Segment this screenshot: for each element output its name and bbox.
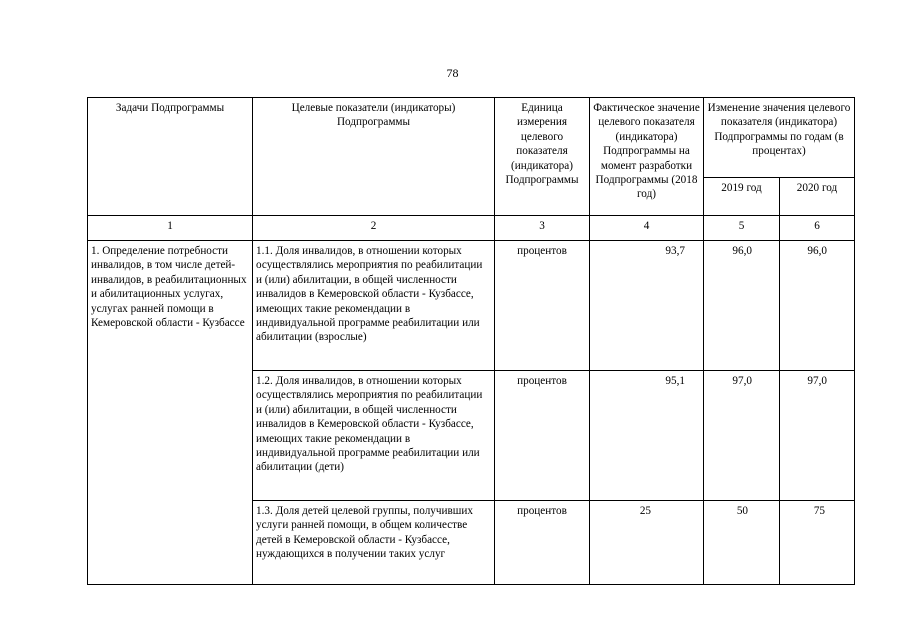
unit-cell: процентов <box>495 371 590 501</box>
value-2019-cell: 50 <box>704 501 780 585</box>
actual-value-cell: 95,1 <box>590 371 704 501</box>
table-row <box>88 241 855 371</box>
value-2020-cell: 97,0 <box>780 371 855 501</box>
task-cell: 1. Определение потребности инвалидов, в том числе детей-инвалидов, в реабилитационных и абилитационных услугах, услугах ранней помощи в Кемеровской области - Кузбассе <box>88 241 253 585</box>
column-number: 2 <box>253 216 495 241</box>
column-number: 6 <box>780 216 855 241</box>
unit-cell: процентов <box>495 501 590 585</box>
header-tasks: Задачи Подпрограммы <box>88 98 253 216</box>
value-2020-cell: 75 <box>780 501 855 585</box>
column-numbers-row <box>88 216 855 241</box>
actual-value-cell: 25 <box>590 501 704 585</box>
unit-cell: процентов <box>495 241 590 371</box>
indicator-cell: 1.3. Доля детей целевой группы, получивших услуги ранней помощи, в общем количестве детей в Кемеровской области - Кузбассе, нуждающихся в получении таких услуг <box>253 501 495 585</box>
header-actual-value: Фактическое значение целевого показателя (индикатора) Подпрограммы на момент разработки Подпрограммы (2018 год) <box>590 98 704 216</box>
header-unit: Единица измерения целевого показателя (индикатора) Подпрограммы <box>495 98 590 216</box>
page-number: 78 <box>446 66 459 80</box>
indicators-table <box>87 97 855 585</box>
column-number: 3 <box>495 216 590 241</box>
header-year-2020: 2020 год <box>780 178 855 216</box>
header-indicators: Целевые показатели (индикаторы) Подпрограммы <box>253 98 495 216</box>
column-number: 5 <box>704 216 780 241</box>
column-number: 4 <box>590 216 704 241</box>
value-2019-cell: 97,0 <box>704 371 780 501</box>
actual-value-cell: 93,7 <box>590 241 704 371</box>
header-change-by-year: Изменение значения целевого показателя (индикатора) Подпрограммы по годам (в процентах) <box>704 98 855 178</box>
value-2019-cell: 96,0 <box>704 241 780 371</box>
column-number: 1 <box>88 216 253 241</box>
indicator-cell: 1.2. Доля инвалидов, в отношении которых осуществлялись мероприятия по реабилитации и (или) абилитации, в общей численности инвалидов в Кемеровской области - Кузбассе, имеющих такие рекомендации в индивидуальной программе реабилитации или абилитации (дети) <box>253 371 495 501</box>
indicator-cell: 1.1. Доля инвалидов, в отношении которых осуществлялись мероприятия по реабилитации и (или) абилитации, в общей численности инвалидов в Кемеровской области - Кузбассе, имеющих такие рекомендации в индивидуальной программе реабилитации или абилитации (взрослые) <box>253 241 495 371</box>
value-2020-cell: 96,0 <box>780 241 855 371</box>
header-year-2019: 2019 год <box>704 178 780 216</box>
